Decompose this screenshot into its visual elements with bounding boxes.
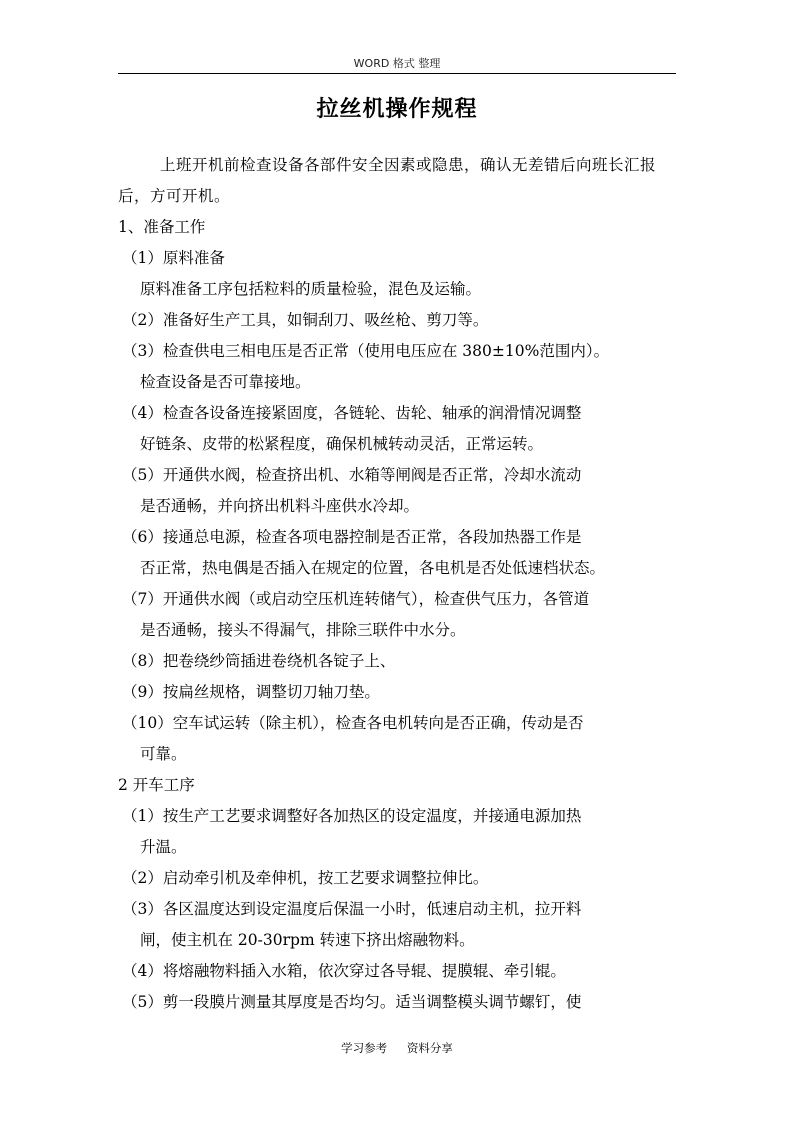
s1-line-2: 原料准备工序包括粒料的质量检验，混色及运输。 <box>140 280 482 298</box>
s1-line-10: （6）接通总电源，检查各项电器控制是否正常，各段加热器工作是 <box>122 528 582 546</box>
s1-line-5: 检查设备是否可靠接地。 <box>140 373 311 391</box>
s1-line-17: 可靠。 <box>140 745 187 763</box>
s1-line-16: （10）空车试运转（除主机），检查各电机转向是否正确，传动是否 <box>122 714 584 732</box>
footer-left-text: 学习参考 <box>341 1041 388 1055</box>
document-title: 拉丝机操作规程 <box>316 96 478 122</box>
footer-right-text: 资料分享 <box>406 1041 453 1055</box>
s1-line-9: 是否通畅，并向挤出机料斗座供水冷却。 <box>140 497 420 515</box>
s1-line-4: （3）检查供电三相电压是否正常（使用电压应在 380±10%范围内）。 <box>122 342 610 360</box>
s1-line-3: （2）准备好生产工具，如铜刮刀、吸丝枪、剪刀等。 <box>122 311 489 329</box>
section-1-heading: 1、准备工作 <box>118 218 206 236</box>
s2-line-5: 闸，使主机在 20-30rpm 转速下挤出熔融物料。 <box>140 931 475 949</box>
s2-line-7: （5）剪一段膜片测量其厚度是否均匀。适当调整模头调节螺钉，使 <box>122 993 582 1011</box>
s1-line-7: 好链条、皮带的松紧程度，确保机械转动灵活，正常运转。 <box>140 435 544 453</box>
s1-line-13: 是否通畅，接头不得漏气，排除三联件中水分。 <box>140 621 466 639</box>
s2-line-1: （1）按生产工艺要求调整好各加热区的设定温度，并接通电源加热 <box>122 807 582 825</box>
document-body <box>118 150 674 1018</box>
s1-line-6: （4）检查各设备连接紧固度，各链轮、齿轮、轴承的润滑情况调整 <box>122 404 582 422</box>
intro-paragraph: 上班开机前检查设备各部件安全因素或隐患，确认无差错后向班长汇报后，方可开机。 <box>118 156 657 205</box>
header-rule <box>118 73 676 74</box>
s2-line-4: （3）各区温度达到设定温度后保温一小时，低速启动主机，拉开料 <box>122 900 582 918</box>
s1-line-15: （9）按扁丝规格，调整切刀轴刀垫。 <box>122 683 380 701</box>
page-header: WORD 格式 整理 <box>353 57 441 70</box>
s1-line-1: （1）原料准备 <box>122 249 225 267</box>
s2-line-2: 升温。 <box>140 838 187 856</box>
s2-line-3: （2）启动牵引机及牵伸机，按工艺要求调整拉伸比。 <box>122 869 489 887</box>
s1-line-11: 否正常，热电偶是否插入在规定的位置，各电机是否处低速档状态。 <box>140 559 606 577</box>
s1-line-12: （7）开通供水阀（或启动空压机连转储气），检查供气压力，各管道 <box>122 590 590 608</box>
s1-line-8: （5）开通供水阀，检查挤出机、水箱等闸阀是否正常，冷却水流动 <box>122 466 582 484</box>
s2-line-6: （4）将熔融物料插入水箱，依次穿过各导辊、提膜辊、牵引辊。 <box>122 962 566 980</box>
s1-line-14: （8）把卷绕纱筒插进卷绕机各锭子上、 <box>122 652 396 670</box>
section-2-heading: 2 开车工序 <box>118 776 195 794</box>
page-footer <box>0 1039 794 1057</box>
